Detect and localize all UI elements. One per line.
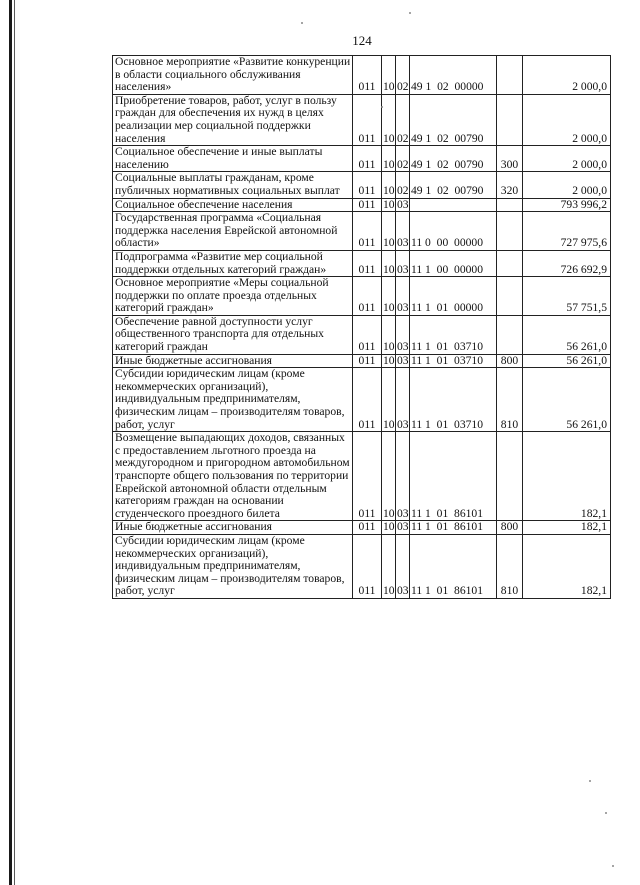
row-section-code: 10 <box>382 277 396 316</box>
budget-table-body <box>113 56 611 599</box>
row-section-code: 10 <box>382 368 396 432</box>
row-name: Социальное обеспечение населения <box>113 198 353 212</box>
table-row <box>113 521 611 535</box>
row-ministry-code: 011 <box>353 146 382 172</box>
row-ministry-code: 011 <box>353 521 382 535</box>
row-section-code: 10 <box>383 197 395 211</box>
row-subsection-code: 03 <box>396 534 410 598</box>
table-row <box>113 368 611 432</box>
row-subsection-code: 03 <box>396 315 410 354</box>
row-name: Основное мероприятие «Меры социальной поддержки по оплате проезда отдельных категорий граждан» <box>113 277 353 316</box>
table-row <box>113 315 611 354</box>
row-expense-type: 800 <box>497 354 523 368</box>
row-subsection-code: 02 <box>396 146 410 172</box>
row-name: Иные бюджетные ассигнования <box>113 521 353 535</box>
row-target-code: 11 1 01 86101 <box>410 432 497 521</box>
row-name: Подпрограмма «Развитие мер социальной поддержки отдельных категорий граждан» <box>113 250 353 276</box>
scan-speck <box>612 865 614 867</box>
row-subsection-code: 03 <box>396 432 410 521</box>
row-expense-type: 810 <box>497 534 523 598</box>
row-expense-type <box>497 56 523 95</box>
row-section-code: 10 <box>382 315 396 354</box>
row-expense-type: 810 <box>497 368 523 432</box>
row-amount: 182,1 <box>523 521 611 535</box>
row-amount: 2 000,0 <box>523 56 611 95</box>
table-row <box>113 172 611 198</box>
row-ministry-code: 011 <box>353 354 382 368</box>
row-target-code: 11 1 01 86101 <box>410 534 497 598</box>
page-number: 124 <box>352 33 372 48</box>
row-target-code: 11 1 01 03710 <box>410 315 497 354</box>
budget-table <box>112 55 611 599</box>
row-amount: 56 261,0 <box>523 315 611 354</box>
row-subsection-code: 02 <box>396 94 410 145</box>
row-amount: 182,1 <box>523 534 611 598</box>
row-section-code: 10 <box>382 56 396 95</box>
row-expense-type: 300 <box>497 146 523 172</box>
row-amount: 727 975,6 <box>523 212 611 251</box>
row-name: Государственная программа «Социальная поддержка населения Еврейской автономной области» <box>113 212 353 251</box>
row-subsection-code: 03 <box>397 520 409 534</box>
row-target-code: 11 0 00 00000 <box>410 212 497 251</box>
row-amount: 793 996,2 <box>523 198 611 212</box>
row-amount: 56 261,0 <box>523 354 611 368</box>
table-row <box>113 277 611 316</box>
row-target-code: 11 1 01 86101 <box>410 521 497 535</box>
table-row <box>113 212 611 251</box>
row-section-code: 10 <box>382 146 396 172</box>
row-expense-type <box>497 250 523 276</box>
row-ministry-code: 011 <box>353 368 382 432</box>
row-name: Возмещение выпадающих доходов, связанных с предоставлением льготного проезда на междугородном и пригородном автомобильном транспорте общего пользования по территории Еврейской автономной области отдельным категориям граждан на основании студенческого проездного билета <box>113 432 353 521</box>
row-ministry-code: 011 <box>353 315 382 354</box>
row-target-code: 11 1 01 03710 <box>410 354 497 368</box>
row-subsection-code: 03 <box>397 197 409 211</box>
row-expense-type: 800 <box>497 521 523 535</box>
row-subsection-code: 02 <box>396 172 410 198</box>
row-target-code: 49 1 02 00790 <box>410 172 497 198</box>
row-name: Социальное обеспечение и иные выплаты населению <box>113 146 353 172</box>
table-row <box>113 94 611 145</box>
row-name: Субсидии юридическим лицам (кроме некоммерческих организаций), индивидуальным предпринимателям, физическим лицам – производителям товаров, работ, услуг <box>113 368 353 432</box>
row-target-code: 11 1 01 03710 <box>410 368 497 432</box>
table-row <box>113 198 611 212</box>
row-expense-type <box>497 315 523 354</box>
scan-speck <box>381 106 383 108</box>
row-name: Субсидии юридическим лицам (кроме некоммерческих организаций), индивидуальным предпринимателям, физическим лицам – производителям товаров, работ, услуг <box>113 534 353 598</box>
scan-binding-edge-inner <box>14 0 15 885</box>
row-ministry-code: 011 <box>353 277 382 316</box>
row-ministry-code: 011 <box>353 432 382 521</box>
row-amount: 182,1 <box>523 432 611 521</box>
row-section-code: 10 <box>382 212 396 251</box>
row-ministry-code: 011 <box>353 56 382 95</box>
row-section-code: 10 <box>382 432 396 521</box>
scan-speck <box>605 812 607 814</box>
row-expense-type: 320 <box>497 172 523 198</box>
table-row <box>113 354 611 368</box>
row-name: Социальные выплаты гражданам, кроме публичных нормативных социальных выплат <box>113 172 353 198</box>
row-amount: 56 261,0 <box>523 368 611 432</box>
row-amount: 2 000,0 <box>523 172 611 198</box>
row-subsection-code: 03 <box>396 368 410 432</box>
row-section-code: 10 <box>383 520 395 534</box>
row-ministry-code: 011 <box>353 250 382 276</box>
table-row <box>113 146 611 172</box>
row-ministry-code: 011 <box>353 198 382 212</box>
scan-binding-edge <box>9 0 12 885</box>
table-row <box>113 56 611 95</box>
row-expense-type <box>497 212 523 251</box>
row-ministry-code: 011 <box>353 94 382 145</box>
row-target-code: 11 1 00 00000 <box>410 250 497 276</box>
row-target-code <box>410 198 497 212</box>
row-amount: 57 751,5 <box>523 277 611 316</box>
row-section-code: 10 <box>382 94 396 145</box>
row-amount: 2 000,0 <box>523 146 611 172</box>
scan-speck <box>409 12 411 14</box>
row-section-code: 10 <box>382 172 396 198</box>
row-section-code: 10 <box>383 353 395 367</box>
row-name: Основное мероприятие «Развитие конкуренции в области социального обслуживания населения» <box>113 56 353 95</box>
table-row <box>113 432 611 521</box>
row-target-code: 11 1 01 00000 <box>410 277 497 316</box>
row-name: Обеспечение равной доступности услуг общественного транспорта для отдельных категорий граждан <box>113 315 353 354</box>
row-target-code: 49 1 02 00790 <box>410 94 497 145</box>
scan-speck <box>301 22 303 24</box>
row-subsection-code: 03 <box>396 277 410 316</box>
row-expense-type <box>497 198 523 212</box>
row-section-code: 10 <box>382 250 396 276</box>
row-name: Иные бюджетные ассигнования <box>113 354 353 368</box>
row-ministry-code: 011 <box>353 172 382 198</box>
row-subsection-code: 03 <box>396 212 410 251</box>
row-amount: 2 000,0 <box>523 94 611 145</box>
row-subsection-code: 03 <box>397 353 409 367</box>
row-subsection-code: 02 <box>396 56 410 95</box>
row-expense-type <box>497 94 523 145</box>
row-target-code: 49 1 02 00000 <box>410 56 497 95</box>
row-target-code: 49 1 02 00790 <box>410 146 497 172</box>
table-row <box>113 250 611 276</box>
row-ministry-code: 011 <box>353 212 382 251</box>
row-section-code: 10 <box>382 534 396 598</box>
table-row <box>113 534 611 598</box>
row-name: Приобретение товаров, работ, услуг в пользу граждан для обеспечения их нужд в целях реализации мер социальной поддержки населения <box>113 94 353 145</box>
row-amount: 726 692,9 <box>523 250 611 276</box>
row-subsection-code: 03 <box>396 250 410 276</box>
row-expense-type <box>497 432 523 521</box>
scan-speck <box>589 780 591 782</box>
row-ministry-code: 011 <box>353 534 382 598</box>
row-expense-type <box>497 277 523 316</box>
